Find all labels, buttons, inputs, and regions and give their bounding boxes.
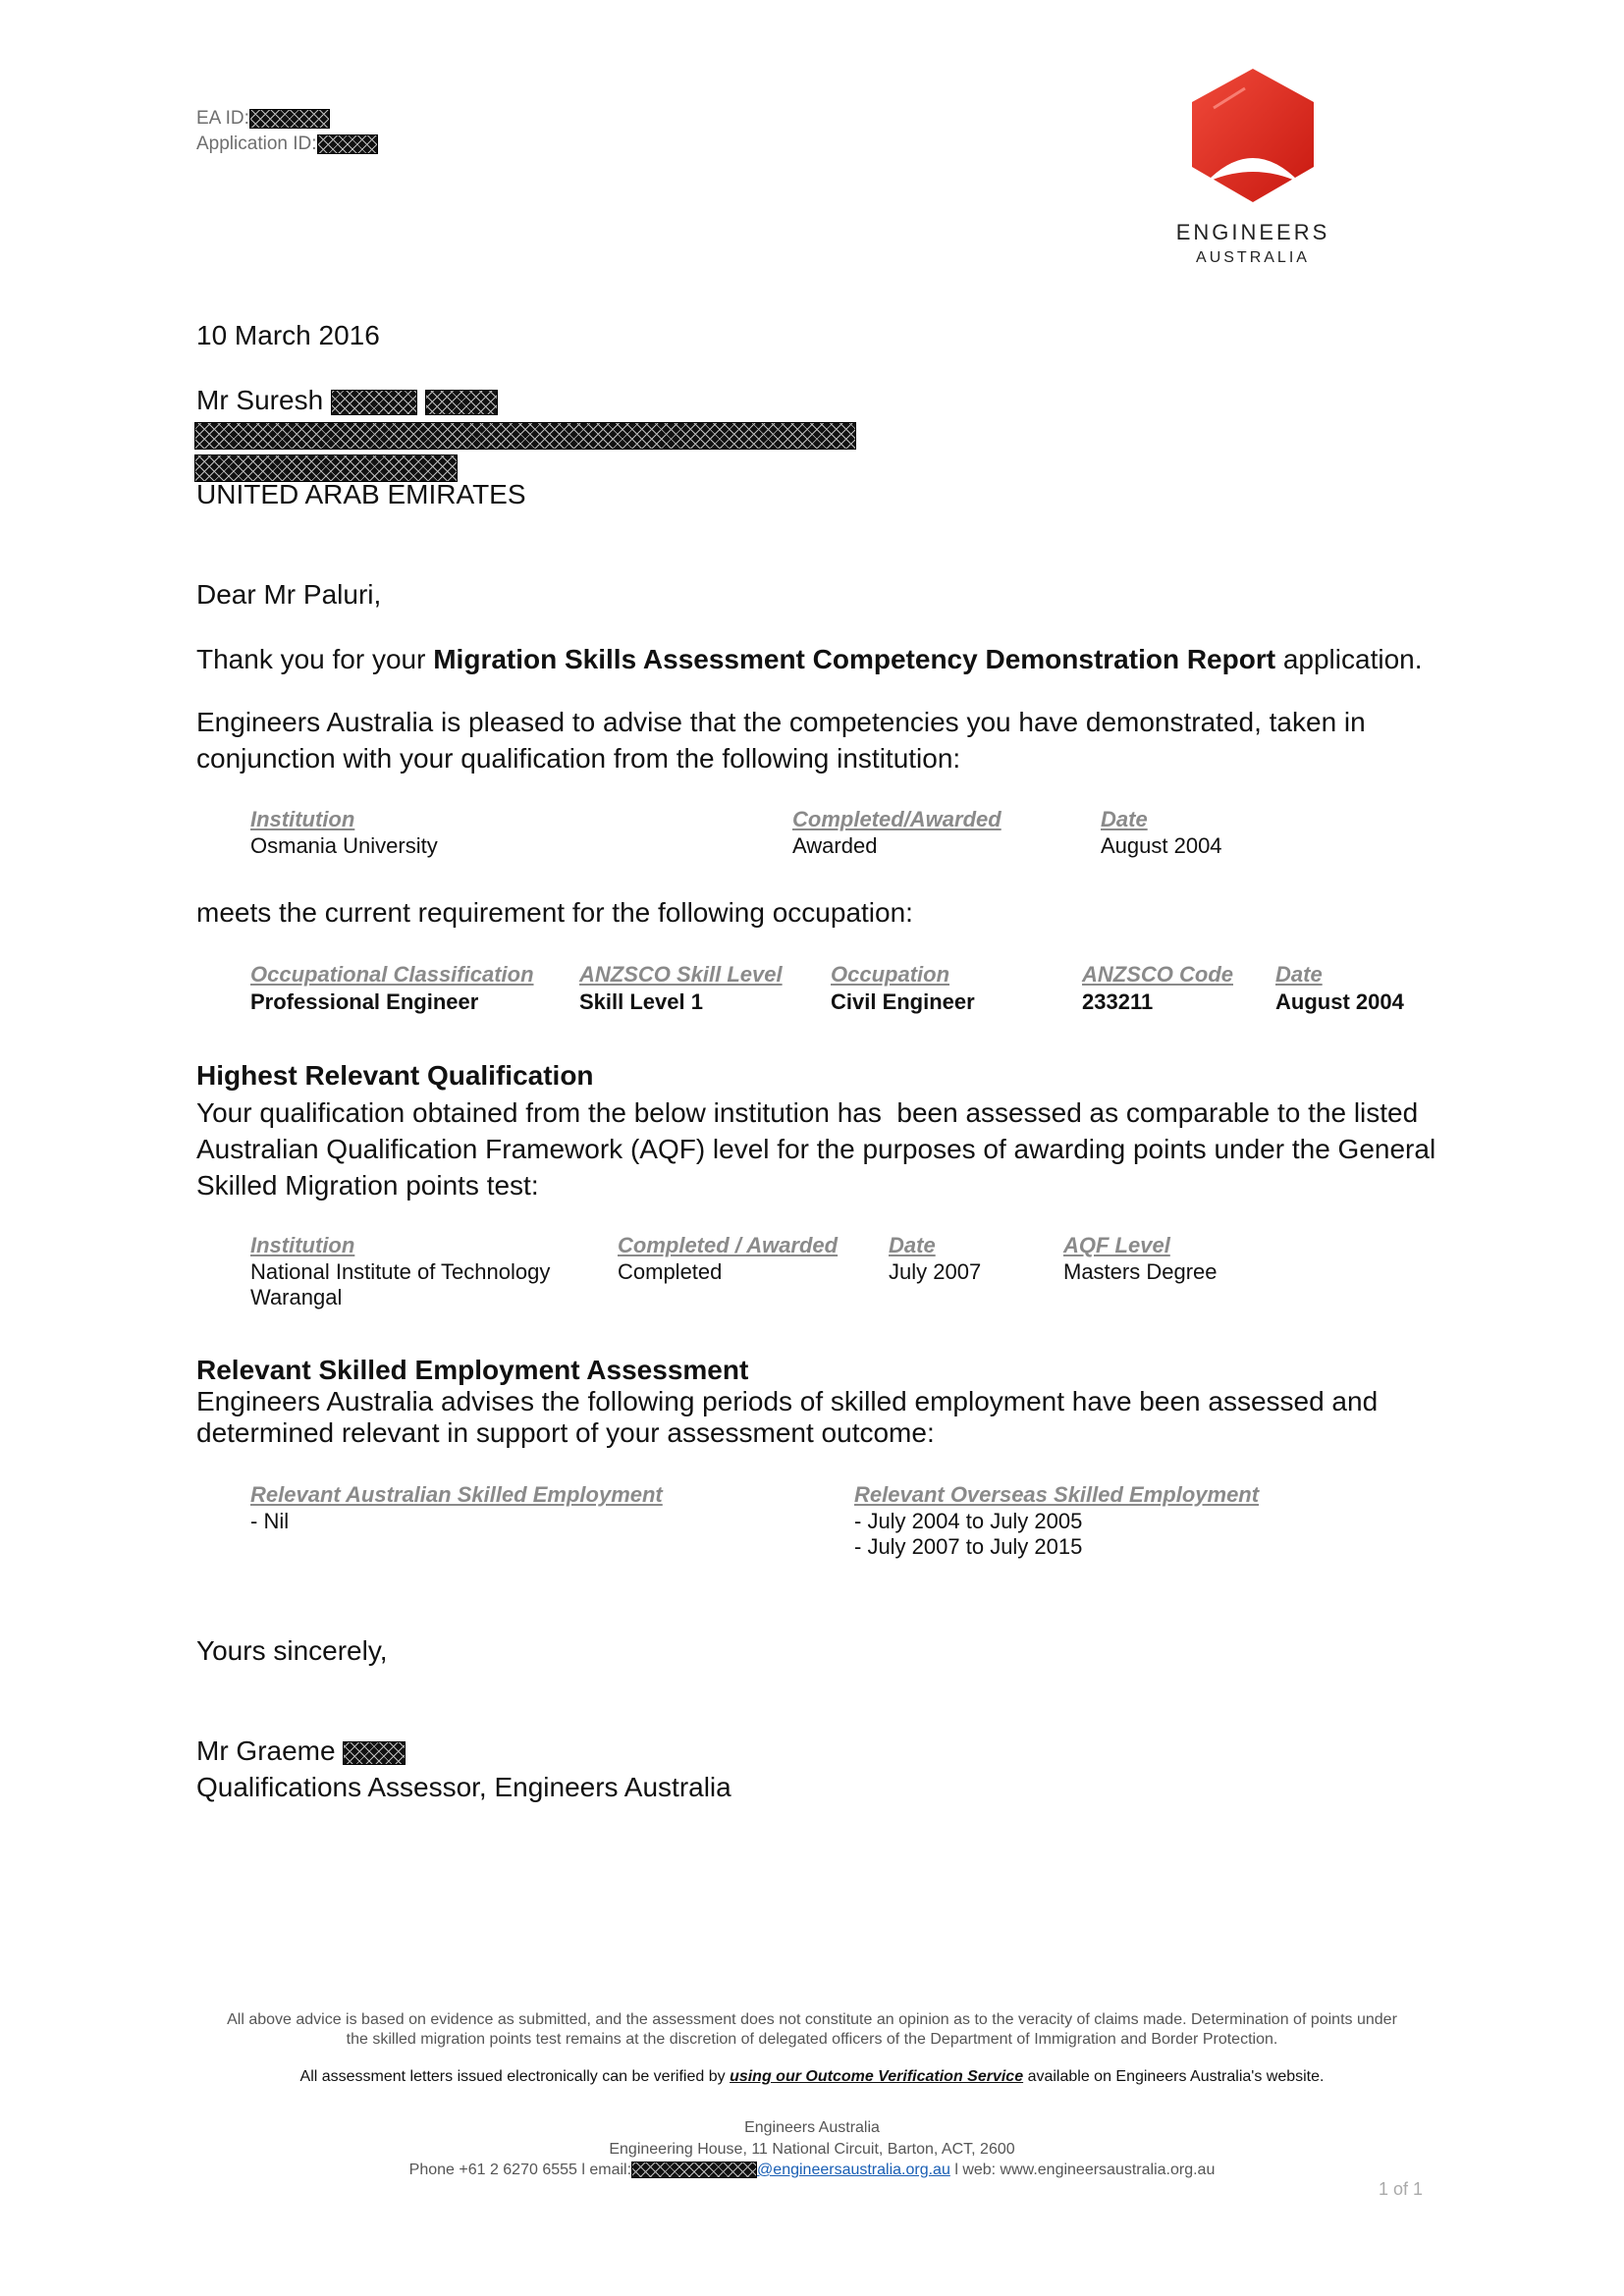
date-header: Date xyxy=(1101,807,1148,831)
anzsco-code-header: ANZSCO Code xyxy=(1082,962,1233,987)
completed-awarded-cell: Awarded xyxy=(792,833,878,858)
recipient-name: Mr Suresh xyxy=(196,385,324,415)
qualification-table xyxy=(250,1233,1232,1311)
anzsco-skill-level-cell: Skill Level 1 xyxy=(579,989,703,1014)
qual-aqf-level-header: AQF Level xyxy=(1063,1233,1170,1257)
logo-line1: ENGINEERS xyxy=(1175,220,1330,244)
qual-institution-cell-line-1: National Institute of Technology xyxy=(250,1259,551,1284)
disclaimer-line-2: the skilled migration points test remains at the discretion of delegated officers of the Department of Immigration and Border Protection. xyxy=(346,2031,1278,2048)
recipient-country: UNITED ARAB EMIRATES xyxy=(196,479,526,509)
redacted-ea-id xyxy=(249,109,330,129)
redacted-application-id xyxy=(317,134,378,154)
salutation: Dear Mr Paluri, xyxy=(196,579,382,610)
overseas-employment-header: Relevant Overseas Skilled Employment xyxy=(854,1482,1260,1507)
footer-email-link[interactable]: @engineersaustralia.org.au xyxy=(757,2162,950,2178)
hexagon-logo-icon xyxy=(1155,65,1351,212)
institution-table xyxy=(250,807,1232,866)
letter-date: 10 March 2016 xyxy=(196,320,380,350)
occupational-classification-header: Occupational Classification xyxy=(250,962,534,987)
occupation-date-header: Date xyxy=(1275,962,1323,987)
employment-heading: Relevant Skilled Employment Assessment xyxy=(196,1355,749,1385)
redacted-email-user xyxy=(631,2162,757,2178)
redacted-name-2 xyxy=(425,390,498,415)
qualification-line-1: Your qualification obtained from the below institution has been assessed as comparable to the listed xyxy=(196,1097,1419,1128)
occupation-cell: Civil Engineer xyxy=(831,989,975,1014)
ea-id-label: EA ID: xyxy=(196,108,249,129)
signer-title: Qualifications Assessor, Engineers Australia xyxy=(196,1772,731,1802)
anzsco-code-cell: 233211 xyxy=(1082,989,1154,1014)
redacted-signer-surname xyxy=(343,1741,406,1765)
verify-suffix: available on Engineers Australia's website. xyxy=(1027,2068,1325,2085)
occupation-date-cell: August 2004 xyxy=(1275,989,1404,1014)
thanks-prefix: Thank you for your xyxy=(196,644,426,674)
qualification-heading: Highest Relevant Qualification xyxy=(196,1060,594,1091)
disclaimer-line-1: All above advice is based on evidence as submitted, and the assessment does not constitute an opinion as to the veracity of claims made. Determination of points under xyxy=(227,2011,1397,2028)
meets-line: meets the current requirement for the following occupation: xyxy=(196,897,913,928)
date-cell: August 2004 xyxy=(1101,833,1222,858)
qual-institution-cell-line-2: Warangal xyxy=(250,1285,343,1309)
employment-line-2: determined relevant in support of your assessment outcome: xyxy=(196,1417,935,1448)
thanks-suffix: application. xyxy=(1282,644,1423,674)
occupation-table xyxy=(250,962,1429,1021)
overseas-employment-item-1: - July 2004 to July 2005 xyxy=(854,1509,1083,1533)
application-id-label: Application ID: xyxy=(196,133,317,154)
occupational-classification-cell: Professional Engineer xyxy=(250,989,479,1014)
verify-prefix: All assessment letters issued electronically can be verified by xyxy=(299,2068,726,2085)
recipient-name-line xyxy=(196,383,498,418)
application-type: Migration Skills Assessment Competency Demonstration Report xyxy=(433,644,1276,674)
redacted-name-1 xyxy=(331,390,417,415)
qualification-line-3: Skilled Migration points test: xyxy=(196,1170,539,1201)
verification-line xyxy=(157,2067,1467,2087)
employment-table xyxy=(250,1482,1330,1561)
australian-employment-item: - Nil xyxy=(250,1509,290,1533)
qual-completed-header: Completed / Awarded xyxy=(618,1233,839,1257)
footer-org-name: Engineers Australia xyxy=(744,2119,880,2136)
thanks-line xyxy=(196,642,1423,677)
qual-date-cell: July 2007 xyxy=(889,1259,982,1284)
signer-name-line xyxy=(196,1734,406,1769)
footer-contact-line xyxy=(157,2161,1467,2180)
footer-phone: Phone +61 2 6270 6555 l email: xyxy=(408,2162,632,2178)
signer-name: Mr Graeme xyxy=(196,1735,336,1766)
qual-institution-header: Institution xyxy=(250,1233,355,1257)
footer-web: l web: www.engineersaustralia.org.au xyxy=(954,2162,1216,2178)
qual-date-header: Date xyxy=(889,1233,936,1257)
page-number: 1 of 1 xyxy=(1379,2179,1424,2199)
outcome-verification-link[interactable]: using our Outcome Verification Service xyxy=(730,2068,1024,2085)
australian-employment-header: Relevant Australian Skilled Employment xyxy=(250,1482,663,1507)
qualification-line-2: Australian Qualification Framework (AQF) level for the purposes of awarding points under the General xyxy=(196,1134,1436,1164)
logo-line2: AUSTRALIA xyxy=(1196,249,1310,266)
application-id-line xyxy=(196,133,378,155)
ea-id-line xyxy=(196,108,330,130)
sign-off: Yours sincerely, xyxy=(196,1635,388,1666)
completed-awarded-header: Completed/Awarded xyxy=(792,807,1001,831)
overseas-employment-item-2: - July 2007 to July 2015 xyxy=(854,1534,1083,1559)
occupation-header: Occupation xyxy=(831,962,950,987)
redacted-address-line-1 xyxy=(194,422,856,450)
employment-line-1: Engineers Australia advises the following periods of skilled employment have been assessed and xyxy=(196,1386,1379,1416)
institution-header: Institution xyxy=(250,807,355,831)
advise-line-1: Engineers Australia is pleased to advise that the competencies you have demonstrated, taken in xyxy=(196,707,1366,737)
institution-cell: Osmania University xyxy=(250,833,438,858)
footer-address: Engineering House, 11 National Circuit, Barton, ACT, 2600 xyxy=(609,2141,1015,2158)
qual-aqf-level-cell: Masters Degree xyxy=(1063,1259,1218,1284)
engineers-australia-logo xyxy=(1155,65,1351,281)
advise-line-2: conjunction with your qualification from the following institution: xyxy=(196,743,961,774)
qual-completed-cell: Completed xyxy=(618,1259,723,1284)
anzsco-skill-level-header: ANZSCO Skill Level xyxy=(579,962,783,987)
